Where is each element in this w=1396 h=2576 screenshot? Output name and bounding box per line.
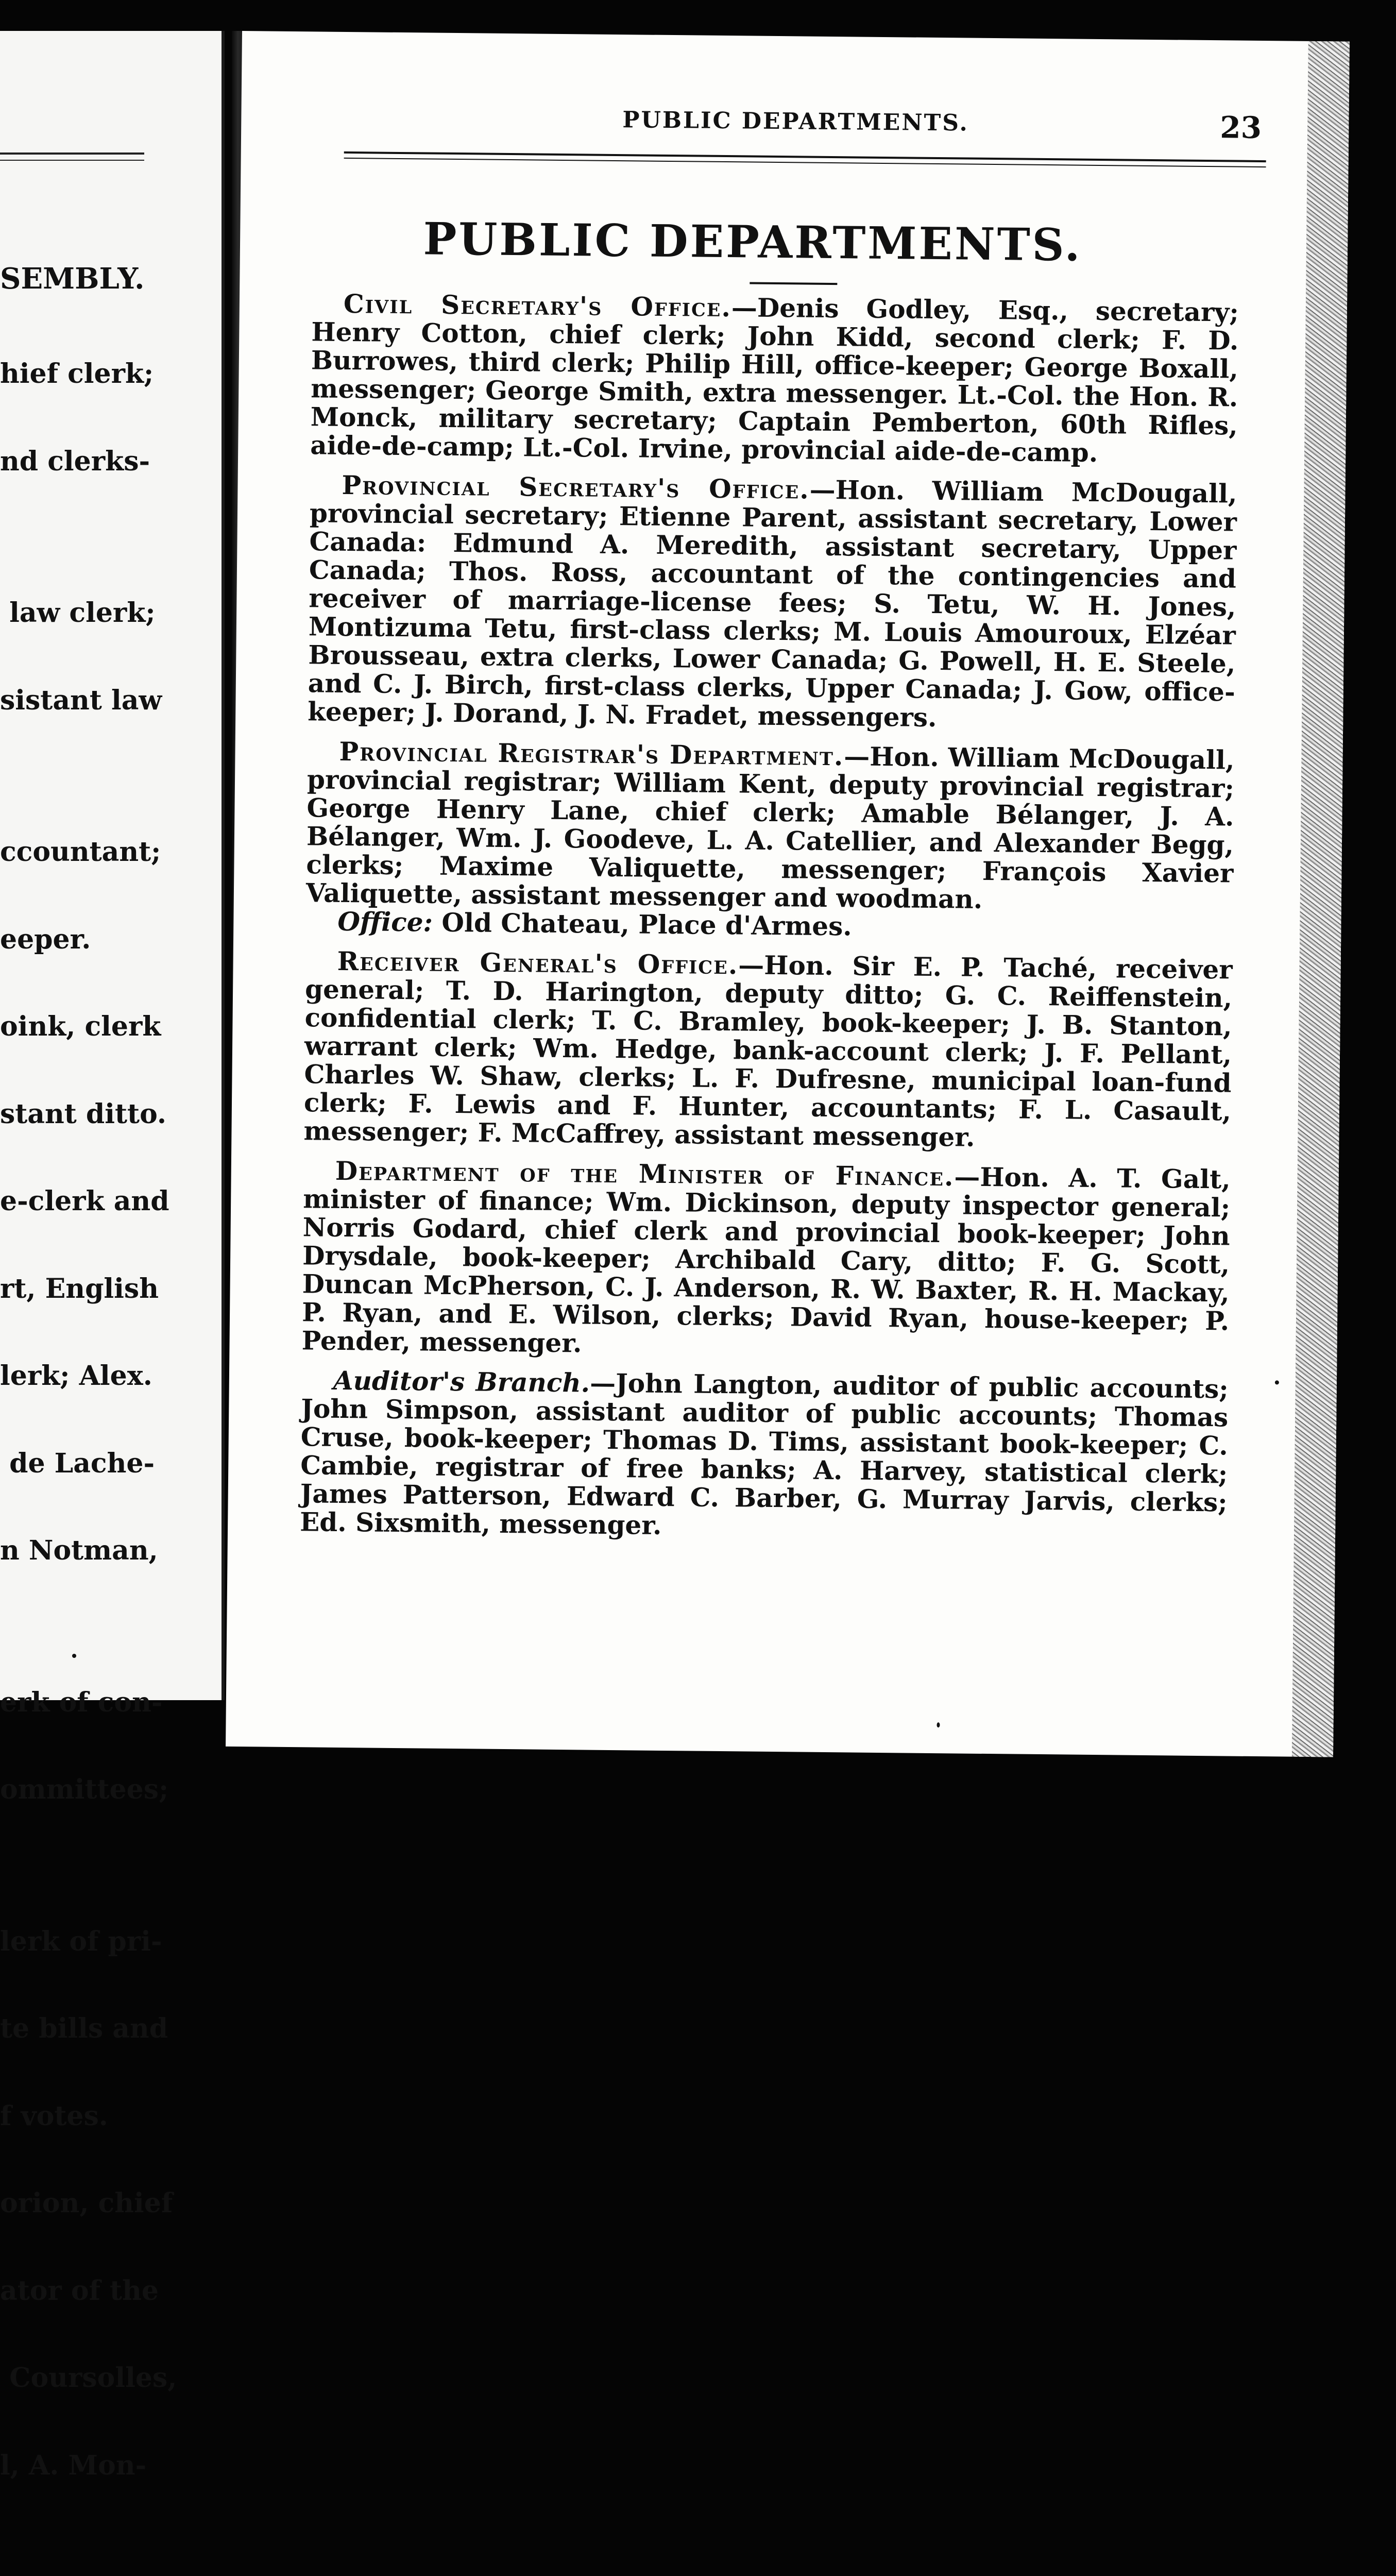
left-line: oink, clerk: [0, 1011, 161, 1042]
left-page-text: [0, 206, 216, 2576]
departments-body: [300, 289, 1239, 1556]
entry-receiver-general: [303, 946, 1233, 1154]
entry-text: Old Chateau, Place d'Armes.: [432, 907, 852, 942]
page-number: 23: [1219, 110, 1262, 146]
left-line: eeper.: [0, 923, 91, 955]
left-line: law clerk;: [0, 597, 156, 629]
right-page: [226, 31, 1350, 1757]
entry-text: —Hon. A. T. Galt, minister of finance; Wm. Dickinson, deputy inspector general; Norris Godard, chief clerk and provincial book-keeper; John Drysdale, book-keeper; Archibald Cary, ditto; F. G. Scott, Duncan McPherson, C. J. Anderson, R. W. Baxter, R. H. Mackay, P. Ryan, and E. Wilson, clerks; David Ryan, house-keeper; P. Pender, messenger.: [301, 1161, 1231, 1359]
entry-provincial-registrar: [306, 737, 1235, 916]
left-line: orion, chief: [0, 2188, 173, 2219]
left-heading: SEMBLY.: [0, 262, 145, 296]
left-line: [0, 773, 216, 779]
entry-heading: Civil Secretary's Office.: [343, 288, 732, 323]
left-line: nd clerks-: [0, 445, 150, 477]
left-line: erk of con-: [0, 1686, 163, 1718]
ink-speck: [937, 1722, 940, 1727]
left-line: lerk; Alex.: [0, 1360, 152, 1392]
ink-speck: [1275, 1380, 1279, 1384]
entry-heading: Provincial Registrar's Department.: [339, 736, 844, 772]
entry-heading: Receiver General's Office.: [337, 945, 739, 980]
left-line: [0, 1863, 216, 1869]
left-page: [0, 31, 225, 2481]
left-line: te bills and: [0, 2013, 168, 2044]
entry-text: —John Langton, auditor of public accounts; John Simpson, assistant auditor of public accounts; Thomas Cruse, book-keeper; Thomas D. Tims, assistant book-keeper; C. Cambie, registrar of free banks; A. Harvey, statistical clerk; James Patterson, Edward C. Barber, G. Murray Jarvis, clerks; Ed. Sixsmith, messenger.: [299, 1367, 1229, 1540]
header-rule-top: [344, 151, 1266, 162]
left-line: l, A. Mon-: [0, 2449, 147, 2481]
ink-speck: [72, 1654, 76, 1658]
left-line: ccountant;: [0, 836, 161, 868]
left-line: ommittees;: [0, 1774, 169, 1805]
entry-provincial-secretary: [308, 470, 1237, 734]
left-line: lerk of pri-: [0, 1925, 162, 1957]
left-line: f votes.: [0, 2100, 108, 2132]
left-line: de Lache-: [0, 1447, 155, 1479]
left-line: n Notman,: [0, 1535, 158, 1566]
entry-text: —Hon. William McDougall, provincial registrar; William Kent, deputy provincial registrar; George Henry Lane, chief clerk; Amable Bélanger, J. A. Bélanger, Wm. J. Goodeve, L. A. Catellier, and Alexander Begg, clerks; Maxime Valiquette, messenger; François Xavier Valiquette, assistant messenger and woodman.: [305, 741, 1235, 914]
left-line: stant ditto.: [0, 1098, 166, 1130]
entry-label: Auditor's Branch.: [333, 1365, 590, 1398]
running-head: PUBLIC DEPARTMENTS.: [622, 107, 969, 137]
entry-civil-secretary: [310, 289, 1239, 468]
page-title: PUBLIC DEPARTMENTS.: [423, 213, 1083, 272]
title-rule: [750, 282, 837, 285]
entry-heading: Department of the Minister of Finance.: [335, 1155, 955, 1192]
left-line: e-clerk and: [0, 1185, 169, 1217]
left-line: sistant law: [0, 684, 162, 716]
entry-label: Office:: [337, 906, 433, 938]
entry-minister-of-finance: [301, 1156, 1231, 1363]
left-line: Coursolles,: [0, 2362, 177, 2394]
left-line: [0, 1624, 216, 1630]
left-line: ator of the: [0, 2275, 159, 2307]
entry-auditors-branch: [300, 1366, 1229, 1545]
left-line: hief clerk;: [0, 358, 154, 389]
left-line: [0, 534, 216, 540]
left-header-rule-bottom: [0, 160, 144, 161]
entry-text: —Hon. William McDougall, provincial secretary; Etienne Parent, assistant secretary, Lower Canada: Edmund A. Meredith, assistant secretary, Upper Canada; Thos. Ross, accountant of the contingencies and receiver of marriage-license fees; S. Tetu, W. H. Jones, Montizuma Tetu, first-class clerks; M. Louis Amouroux, Elzéar Brousseau, extra clerks, Lower Canada; G. Powell, H. E. Steele, and C. J. Birch, first-class clerks, Upper Canada; J. Gow, office-keeper; J. Dorand, J. N. Fradet, messengers.: [308, 474, 1237, 733]
left-header-rule-top: [0, 152, 144, 155]
entry-heading: Provincial Secretary's Office.: [342, 469, 810, 505]
entry-text: —Denis Godley, Esq., secretary; Henry Cotton, chief clerk; John Kidd, second clerk; F. D. Burrowes, third clerk; Philip Hill, office-keeper; George Boxall, messenger; George Smith, extra messenger. Lt.-Col. the Hon. R. Monck, military secretary; Captain Pemberton, 60th Rifles, aide-de-camp; Lt.-Col. Irvine, provincial aide-de-camp.: [310, 292, 1239, 468]
left-line: rt, English: [0, 1273, 159, 1304]
page-edge-texture: [1292, 41, 1350, 1757]
entry-text: —Hon. Sir E. P. Taché, receiver general; T. D. Harington, deputy ditto; G. C. Reiffenstein, confidential clerk; T. C. Bramley, book-keeper; J. B. Stanton, warrant clerk; Wm. Hedge, bank-account clerk; J. F. Pellant, Charles W. Shaw, clerks; L. F. Dufresne, municipal loan-fund clerk; F. Lewis and F. Hunter, accountants; F. L. Casault, messenger; F. McCaffrey, assistant messenger.: [303, 950, 1233, 1153]
left-line: [0, 2538, 216, 2545]
